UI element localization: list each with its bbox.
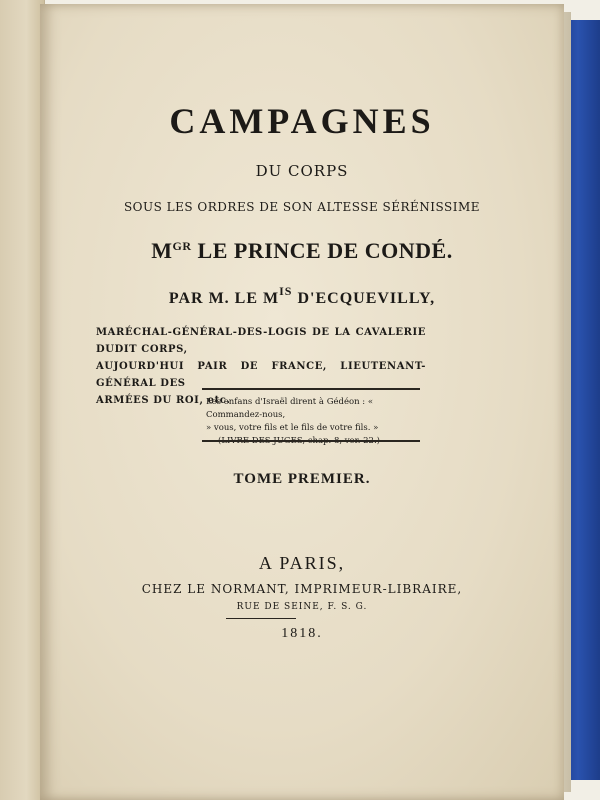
prince-line [40,238,564,264]
epigraph-reference [206,435,420,448]
prince-sup: GR [172,239,192,253]
year-rule [226,618,296,619]
book-subtitle: DU CORPS [255,162,349,180]
epigraph-line: » vous, votre fils et le fils de votre fils. » [206,423,379,433]
publisher-address: RUE DE SEINE, F. S. G. [236,602,368,612]
place-of-publication: A PARIS, [258,553,346,573]
author-line [40,284,564,308]
author-sup: IS [279,284,293,298]
prince-rest: LE PRINCE DE CONDÉ. [191,238,453,263]
book-subtitle-line2: SOUS LES ORDRES DE SON ALTESSE SÉRÉNISSIME [123,200,481,214]
author-prefix: PAR M. LE M [168,290,280,307]
author-title-line: MARÉCHAL-GÉNÉRAL-DES-LOGIS DE LA CAVALERIE DUDIT CORPS, [96,327,426,355]
publication-year: 1818. [281,626,323,641]
epigraph-top-rule [202,388,420,390]
epigraph-bottom-rule [202,440,420,442]
title-page [40,4,564,800]
author-title-line: AUJOURD'HUI PAIR DE FRANCE, LIEUTENANT-GÉNÉRAL DES [96,361,426,389]
epigraph-line: Les enfans d'Israël dirent à Gédéon : « Commandez-nous, [206,397,374,420]
prince-prefix: M [151,238,173,263]
author-rest: D'ECQUEVILLY, [292,290,436,307]
publisher: CHEZ LE NORMANT, IMPRIMEUR-LIBRAIRE, [141,582,463,596]
author-title-line: ARMÉES DU ROI, etc. [96,395,231,406]
facing-page-edge [0,0,45,800]
book-title: CAMPAGNES [169,101,435,141]
volume-label: TOME PREMIER. [233,471,371,487]
